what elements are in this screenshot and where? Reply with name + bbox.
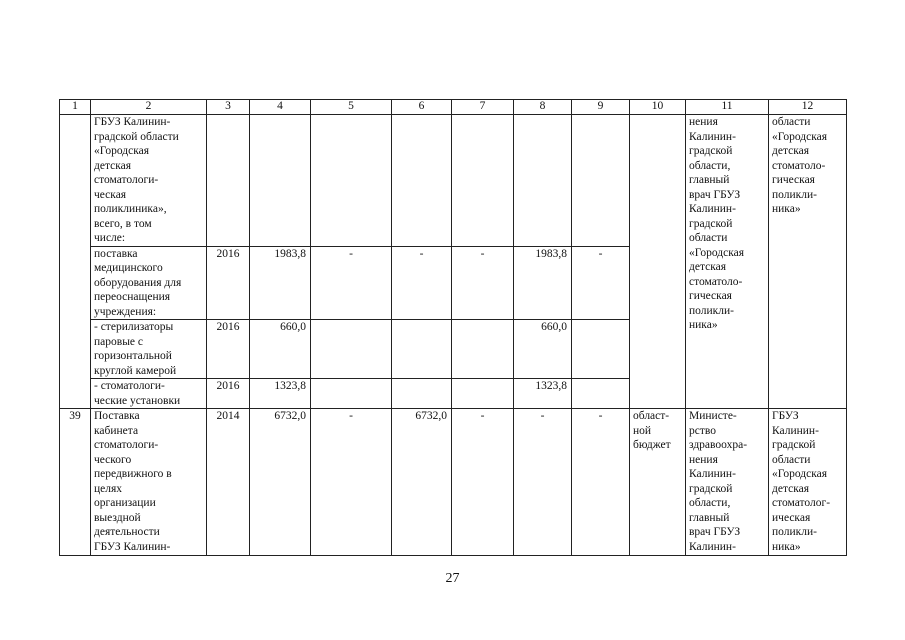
- data-cell: -: [311, 246, 392, 320]
- data-cell: [572, 320, 630, 379]
- total-cell: 1983,8: [250, 246, 311, 320]
- data-cell: [311, 320, 392, 379]
- data-cell: [452, 320, 514, 379]
- header-cell: 6: [392, 100, 452, 115]
- data-cell: [514, 115, 572, 247]
- data-cell: [392, 115, 452, 247]
- data-cell: [452, 379, 514, 409]
- data-cell: [311, 379, 392, 409]
- year-cell: 2014: [207, 409, 250, 556]
- data-cell: -: [452, 246, 514, 320]
- header-cell: 9: [572, 100, 630, 115]
- data-cell: [311, 115, 392, 247]
- budget-table: [59, 99, 847, 556]
- year-cell: 2016: [207, 246, 250, 320]
- header-cell: 5: [311, 100, 392, 115]
- total-cell: 660,0: [250, 320, 311, 379]
- year-cell: 2016: [207, 320, 250, 379]
- data-cell: 1983,8: [514, 246, 572, 320]
- header-cell: 10: [630, 100, 686, 115]
- header-cell: 2: [91, 100, 207, 115]
- header-cell: 12: [769, 100, 847, 115]
- header-cell: 1: [60, 100, 91, 115]
- row-number-cell: [60, 115, 91, 409]
- header-cell: 4: [250, 100, 311, 115]
- data-cell: [392, 320, 452, 379]
- row-number-cell: 39: [60, 409, 91, 556]
- item-name-cell: ГБУЗ Калинин- градской области «Городская детская стоматологи- ческая поликлиника», всего, в том числе:: [91, 115, 207, 247]
- column-number-row: [60, 100, 847, 115]
- data-cell: -: [311, 409, 392, 556]
- item-name-cell: поставка медицинского оборудования для переоснащения учреждения:: [91, 246, 207, 320]
- data-cell: -: [572, 246, 630, 320]
- recipient-cell: ГБУЗ Калинин- градской области «Городская детская стоматолог- ическая поликли- ника»: [769, 409, 847, 556]
- data-cell: [392, 379, 452, 409]
- data-cell: 660,0: [514, 320, 572, 379]
- header-cell: 3: [207, 100, 250, 115]
- responsible-cell: Министе- рство здравоохра- нения Калинин- градской области, главный врач ГБУЗ Калинин-: [686, 409, 769, 556]
- data-cell: [452, 115, 514, 247]
- data-cell: 6732,0: [392, 409, 452, 556]
- funding-source-cell: [630, 115, 686, 409]
- funding-source-cell: област- ной бюджет: [630, 409, 686, 556]
- table-row: [60, 115, 847, 247]
- data-cell: [250, 115, 311, 247]
- header-cell: 7: [452, 100, 514, 115]
- year-cell: 2016: [207, 379, 250, 409]
- data-cell: -: [514, 409, 572, 556]
- data-cell: [572, 115, 630, 247]
- page-number: 27: [445, 571, 460, 586]
- data-cell: -: [452, 409, 514, 556]
- header-cell: 11: [686, 100, 769, 115]
- item-name-cell: - стерилизаторы паровые с горизонтальной круглой камерой: [91, 320, 207, 379]
- data-cell: -: [572, 409, 630, 556]
- item-name-cell: Поставка кабинета стоматологи- ческого передвижного в целях организации выездной деятельности ГБУЗ Калинин-: [91, 409, 207, 556]
- responsible-cell: нения Калинин- градской области, главный врач ГБУЗ Калинин- градской области «Городская детская стоматоло- гическая поликли- ника»: [686, 115, 769, 409]
- total-cell: 6732,0: [250, 409, 311, 556]
- total-cell: 1323,8: [250, 379, 311, 409]
- item-name-cell: - стоматологи- ческие установки: [91, 379, 207, 409]
- data-cell: [572, 379, 630, 409]
- data-cell: 1323,8: [514, 379, 572, 409]
- table-row: [60, 409, 847, 556]
- data-cell: -: [392, 246, 452, 320]
- data-cell: [207, 115, 250, 247]
- recipient-cell: области «Городская детская стоматоло- гическая поликли- ника»: [769, 115, 847, 409]
- header-cell: 8: [514, 100, 572, 115]
